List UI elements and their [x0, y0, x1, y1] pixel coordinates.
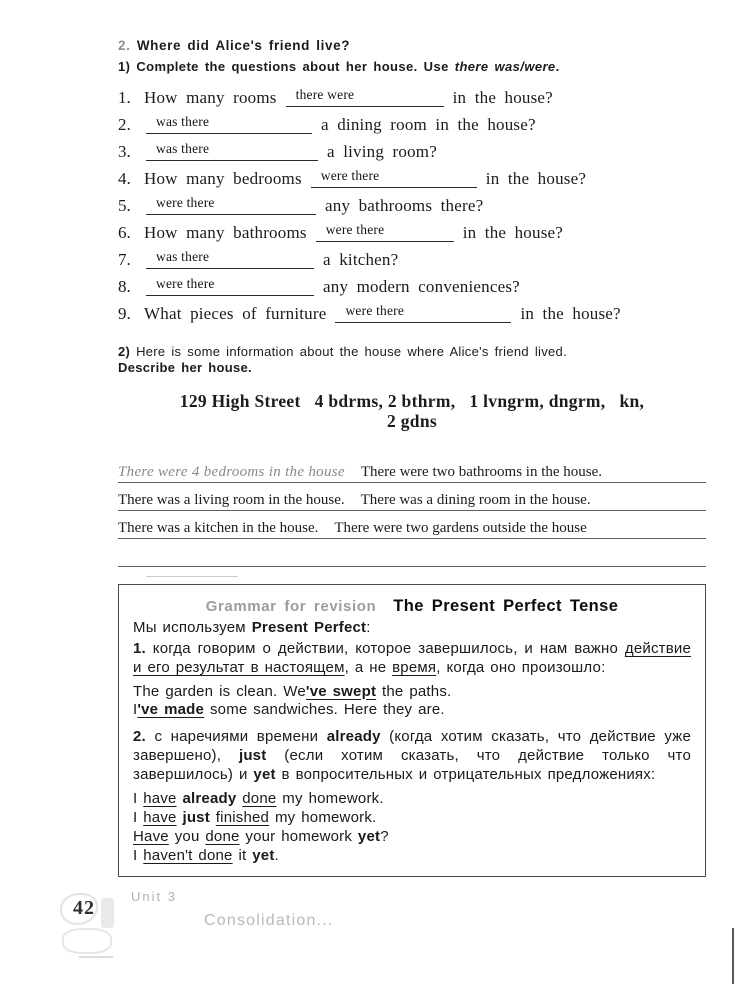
stray-rule-mark [146, 576, 238, 577]
handwritten-answer: was there [156, 114, 210, 129]
grammar-heading-label: Grammar for revision [205, 598, 377, 615]
task2-line2: Describe her house. [118, 360, 252, 375]
question-text-before: What pieces of furniture [144, 304, 327, 323]
scan-edge-line [732, 928, 734, 984]
question-row-8 [118, 275, 706, 302]
example-sentence: I have already done my homework. [133, 790, 384, 808]
answer-blank[interactable] [146, 114, 312, 134]
question-row-4 [118, 167, 706, 194]
example-sentence: I have just finished my homework. [133, 808, 377, 826]
question-text-after: a living room? [327, 142, 437, 161]
question-number: 7. [118, 250, 131, 269]
example-sentence: The garden is clean. We've swept the paths. [133, 682, 452, 700]
question-row-2 [118, 113, 706, 140]
handwritten-sentence: There were two gardens outside the house [334, 520, 587, 536]
task1-instruction: 1) Complete the questions about her house. Use there was/were. [118, 59, 560, 74]
answer-blank[interactable] [146, 276, 314, 296]
question-text-before: How many rooms [144, 88, 277, 107]
answer-blank[interactable] [316, 222, 454, 242]
question-text-after: in the house? [462, 223, 564, 242]
answer-line-2[interactable] [118, 483, 706, 511]
question-text-after: in the house? [485, 169, 587, 188]
question-number: 1. [118, 88, 131, 107]
example-sentence: Have you done your homework yet? [133, 827, 389, 845]
question-text-after: any bathrooms there? [325, 196, 484, 215]
handwritten-answer: were there [156, 276, 215, 291]
handwritten-answer: were there [320, 168, 380, 183]
handwritten-sentence: There was a kitchen in the house. [118, 520, 319, 536]
question-list [118, 86, 706, 329]
handwritten-answer: there were [295, 87, 355, 102]
handwritten-sentence: There was a dining room in the house. [360, 492, 591, 508]
answer-blank[interactable] [146, 249, 314, 269]
answer-blank[interactable] [311, 168, 477, 188]
handwritten-answer: were there [156, 195, 215, 210]
page-number: 42 [73, 897, 95, 919]
question-row-7 [118, 248, 706, 275]
question-text-after: in the house? [520, 304, 621, 323]
scan-faint-line [79, 956, 113, 958]
question-text-before: How many bedrooms [144, 169, 302, 188]
question-text-after: a kitchen? [323, 250, 399, 269]
house-info-line2: 2 gdns [387, 411, 437, 431]
footer-section-label: Consolidation... [204, 912, 334, 929]
answer-blank[interactable] [286, 87, 444, 107]
house-info-card [118, 391, 706, 431]
page-content [118, 38, 706, 877]
question-text-after: any modern conveniences? [323, 277, 520, 296]
handwritten-answer: was there [156, 249, 210, 264]
question-text-after: a dining room in the house? [321, 115, 536, 134]
answer-line-3[interactable] [118, 511, 706, 539]
handwritten-sentence: There were 4 bedrooms in the house [118, 464, 345, 480]
task2-line1: 2) Here is some information about the house where Alice's friend lived. [118, 344, 567, 359]
question-text-after: in the house? [452, 88, 553, 107]
handwritten-sentence: There were two bathrooms in the house. [360, 464, 603, 480]
question-number: 8. [118, 277, 131, 296]
house-info-line1: 129 High Street 4 bdrms, 2 bthrm, 1 lvngrm, dngrm, kn, [179, 391, 645, 411]
question-number: 3. [118, 142, 131, 161]
question-row-9 [118, 302, 706, 329]
grammar-topic-title: The Present Perfect Tense [393, 597, 619, 615]
answer-line-4-empty[interactable] [118, 539, 706, 567]
question-number: 5. [118, 196, 131, 215]
grammar-box-title [133, 596, 691, 617]
example-sentence: I haven't done it yet. [133, 846, 279, 864]
grammar-examples-1 [133, 683, 691, 721]
question-number: 2. [118, 115, 131, 134]
scan-smudge [101, 898, 114, 928]
example-sentence: I've made some sandwiches. Here they are. [133, 701, 445, 719]
task2-instruction [118, 344, 706, 376]
grammar-revision-box [118, 584, 706, 877]
question-number: 6. [118, 223, 131, 242]
grammar-intro: Мы используем Present Perfect: [133, 618, 371, 636]
scan-smudge [62, 928, 112, 954]
handwritten-answer: were there [345, 303, 405, 318]
grammar-rule-1: 1. когда говорим о действии, которое завершилось, и нам важно действие и его результат в настоящем, а не время, когда оно произошло: [133, 639, 692, 676]
handwritten-answer: was there [156, 141, 210, 156]
answer-blank[interactable] [146, 141, 318, 161]
answer-blank[interactable] [146, 195, 316, 215]
question-number: 4. [118, 169, 131, 188]
question-number: 9. [118, 304, 131, 323]
grammar-examples-2 [133, 790, 691, 866]
handwritten-sentence: There was a living room in the house. [118, 492, 345, 508]
question-row-5 [118, 194, 706, 221]
question-row-1 [118, 86, 706, 113]
question-text-before: How many bathrooms [144, 223, 307, 242]
written-answers [118, 455, 706, 577]
exercise-title: 2. Where did Alice's friend live? [118, 38, 351, 53]
question-row-6 [118, 221, 706, 248]
answer-blank[interactable] [335, 303, 511, 323]
answer-line-1[interactable] [118, 455, 706, 483]
handwritten-answer: were there [325, 222, 385, 237]
grammar-rule-2: 2. с наречиями времени already (когда хотим сказать, что действие уже завершено), just (если хотим сказать, что действие только что завершилось) и yet в вопросительных и отрицательных предложениях: [133, 728, 691, 784]
footer-unit-label: Unit 3 [131, 889, 177, 904]
question-row-3 [118, 140, 706, 167]
